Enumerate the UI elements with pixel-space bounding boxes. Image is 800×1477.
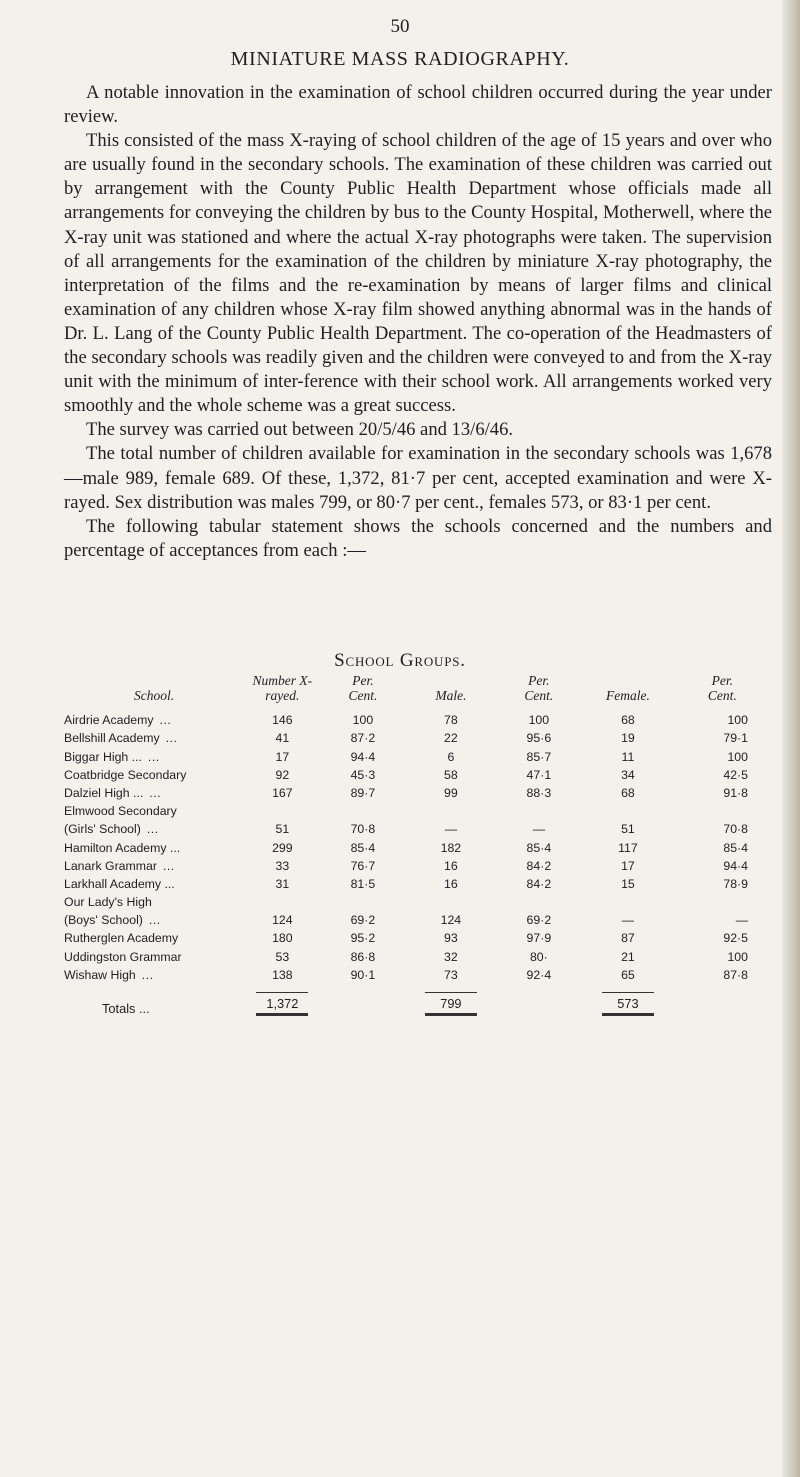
cell-female: — — [621, 913, 635, 928]
cell-pc2: 84·2 — [526, 876, 552, 891]
cell-pc3: 79·1 — [723, 731, 748, 746]
school-name: Bellshill Academy — [64, 731, 160, 746]
leader-dots: ... — [147, 749, 160, 764]
school-name-cell — [64, 745, 244, 763]
school-name: Lanark Grammar — [64, 858, 157, 873]
cell-male: 93 — [444, 931, 458, 946]
table-row — [64, 945, 770, 963]
cell-male: 22 — [444, 731, 458, 746]
table-row — [64, 927, 770, 945]
totals-empty-3 — [675, 982, 770, 1016]
cell-female: 34 — [621, 767, 635, 782]
cell-pc2: 80· — [529, 949, 548, 964]
leader-dots: ... — [148, 913, 161, 928]
school-name: Wishaw High — [64, 967, 136, 982]
cell-female: 11 — [621, 749, 635, 764]
totals-empty-1 — [321, 982, 406, 1016]
school-name: Coatbridge Secondary — [64, 767, 187, 782]
school-groups-table — [64, 673, 770, 1016]
cell-female: 68 — [621, 785, 635, 800]
school-name-cell — [64, 764, 244, 782]
cell-xrayed — [244, 800, 320, 818]
body-text — [64, 81, 772, 563]
table-row — [64, 782, 770, 800]
cell-pc2: 100 — [528, 713, 550, 728]
cell-pc3: — — [735, 913, 748, 928]
cell-pc3: 85·4 — [723, 840, 748, 855]
cell-pc1: 87·2 — [350, 731, 376, 746]
cell-female: 15 — [621, 876, 635, 891]
cell-pc2 — [496, 891, 581, 909]
header-school: School. — [134, 688, 175, 703]
leader-dots: ... — [149, 785, 162, 800]
totals-xrayed-underline — [256, 1013, 308, 1016]
school-name: Uddingston Grammar — [64, 949, 182, 964]
header-per-cent-male-text: Per. Cent. — [524, 673, 554, 703]
cell-pc1: 81·5 — [350, 876, 376, 891]
cell-male: 99 — [444, 785, 458, 800]
cell-pc2: 84·2 — [526, 858, 552, 873]
school-name: (Boys' School) — [64, 913, 143, 928]
cell-male: 124 — [440, 913, 462, 928]
school-name-cell — [64, 873, 244, 891]
cell-pc3: 100 — [727, 713, 748, 728]
totals-male — [405, 982, 496, 1016]
school-name-cell — [64, 818, 244, 836]
table-row — [64, 873, 770, 891]
cell-xrayed: 299 — [272, 840, 293, 855]
table-row — [64, 764, 770, 782]
totals-row — [64, 982, 770, 1016]
header-male: Male. — [435, 688, 467, 703]
school-name-cell — [64, 727, 244, 745]
cell-pc3: 100 — [727, 949, 748, 964]
cell-pc3: 42·5 — [723, 767, 748, 782]
cell-pc2: 85·7 — [526, 749, 552, 764]
school-name: Elmwood Secondary — [64, 804, 177, 819]
cell-xrayed: 92 — [275, 767, 290, 782]
totals-male-underline — [425, 1013, 477, 1016]
cell-pc3: 78·9 — [723, 876, 748, 891]
cell-pc3: 70·8 — [723, 822, 748, 837]
school-name: Rutherglen Academy — [64, 931, 179, 946]
cell-pc3: 92·5 — [723, 931, 748, 946]
cell-pc2: 88·3 — [526, 785, 552, 800]
header-number-xrayed — [244, 673, 320, 709]
cell-xrayed — [244, 891, 320, 909]
leader-dots: ... — [141, 967, 154, 982]
header-per-cent-total — [321, 673, 406, 709]
cell-male — [405, 891, 496, 909]
cell-male: 16 — [444, 876, 458, 891]
page-number: 50 — [390, 16, 410, 37]
cell-pc2: 47·1 — [526, 767, 552, 782]
totals-empty-2 — [496, 982, 581, 1016]
school-name: Our Lady's High — [64, 895, 152, 910]
table-row — [64, 818, 770, 836]
cell-pc3: 87·8 — [723, 967, 748, 982]
school-name-cell — [64, 964, 244, 982]
school-name: Airdrie Academy — [64, 713, 154, 728]
cell-pc2 — [496, 800, 581, 818]
cell-female: 21 — [621, 949, 635, 964]
cell-pc1: 94·4 — [350, 749, 376, 764]
cell-xrayed: 53 — [275, 949, 290, 964]
cell-pc3: 100 — [727, 749, 748, 764]
school-name-cell — [64, 945, 244, 963]
cell-xrayed: 167 — [272, 785, 293, 800]
totals-label: Totals ... — [102, 1000, 150, 1016]
table-heading: School Groups. — [334, 650, 466, 671]
header-female: Female. — [605, 688, 650, 703]
cell-pc2: 92·4 — [526, 967, 552, 982]
totals-female-underline — [602, 1013, 654, 1016]
school-name-cell — [64, 927, 244, 945]
cell-pc1: 95·2 — [350, 931, 376, 946]
school-name-cell — [64, 891, 244, 909]
school-name-cell — [64, 782, 244, 800]
header-per-cent-male — [496, 673, 581, 709]
paragraph-1: A notable innovation in the examination of school children occurred during the year under review. — [64, 82, 772, 128]
cell-female — [581, 891, 674, 909]
header-number-xrayed-text: Number X-rayed. — [252, 673, 313, 703]
cell-pc1: 85·4 — [350, 840, 376, 855]
paragraph-5: The following tabular statement shows the schools concerned and the numbers and percentage of acceptances from each :— — [64, 515, 772, 561]
totals-male-value: 799 — [425, 992, 477, 1011]
cell-male: 78 — [444, 713, 458, 728]
cell-male: 32 — [444, 949, 458, 964]
cell-female: 65 — [621, 967, 635, 982]
cell-male: 6 — [447, 749, 455, 764]
table-row — [64, 855, 770, 873]
totals-female-value: 573 — [602, 992, 654, 1011]
cell-pc1: 86·8 — [350, 949, 376, 964]
header-per-cent-total-text: Per. Cent. — [348, 673, 378, 703]
cell-female: 51 — [621, 822, 635, 837]
table-row — [64, 727, 770, 745]
cell-pc1 — [321, 800, 406, 818]
cell-xrayed: 33 — [275, 858, 290, 873]
school-name-cell — [64, 855, 244, 873]
totals-xrayed-value: 1,372 — [256, 992, 308, 1011]
cell-pc1: 90·1 — [350, 967, 376, 982]
leader-dots: ... — [159, 713, 172, 728]
cell-pc1: 70·8 — [350, 822, 376, 837]
cell-female: 17 — [621, 858, 635, 873]
table-row — [64, 745, 770, 763]
cell-male: 16 — [444, 858, 458, 873]
cell-female: 68 — [621, 713, 635, 728]
cell-xrayed: 51 — [275, 822, 290, 837]
cell-pc1: 100 — [352, 713, 374, 728]
cell-female: 117 — [618, 840, 638, 855]
school-name-cell — [64, 909, 244, 927]
cell-pc3: 91·8 — [723, 785, 748, 800]
paragraph-3: The survey was carried out between 20/5/46 and 13/6/46. — [86, 419, 514, 441]
cell-male: 58 — [444, 767, 458, 782]
cell-pc3 — [675, 800, 770, 818]
totals-xrayed — [244, 982, 320, 1016]
cell-male: — — [444, 822, 458, 837]
cell-xrayed: 41 — [275, 731, 290, 746]
table-row — [64, 800, 770, 818]
header-per-cent-female — [675, 673, 770, 709]
cell-male: 73 — [444, 967, 458, 982]
table-header-row — [64, 673, 770, 709]
table-row — [64, 891, 770, 909]
table-row — [64, 709, 770, 727]
school-name-cell — [64, 709, 244, 727]
cell-xrayed: 180 — [272, 931, 293, 946]
leader-dots: ... — [165, 731, 178, 746]
table-row — [64, 964, 770, 982]
cell-pc2: 97·9 — [526, 931, 552, 946]
school-name: Hamilton Academy ... — [64, 840, 181, 855]
table-body — [64, 709, 770, 982]
page-edge-shadow — [782, 0, 800, 1477]
cell-pc3: 94·4 — [723, 858, 748, 873]
school-name: Biggar High ... — [64, 749, 142, 764]
leader-dots: ... — [146, 822, 159, 837]
cell-female — [581, 800, 674, 818]
cell-pc1: 76·7 — [350, 858, 376, 873]
paragraph-4: The total number of children available for examination in the secondary schools was 1,678—male 989, female 689. Of these, 1,372, 81·7 per cent, accepted examination and were X-rayed. Sex distribution was males 799, or 80·7 per cent., females 573, or 83·1 per cent. — [64, 443, 772, 513]
table-row — [64, 909, 770, 927]
cell-xrayed: 17 — [275, 749, 290, 764]
header-per-cent-female-text: Per. Cent. — [707, 673, 737, 703]
school-name: Larkhall Academy ... — [64, 876, 175, 891]
cell-xrayed: 138 — [272, 967, 293, 982]
leader-dots: ... — [162, 858, 175, 873]
school-name-cell — [64, 800, 244, 818]
cell-pc2: 95·6 — [526, 731, 552, 746]
page-title: MINIATURE MASS RADIOGRAPHY. — [230, 48, 570, 70]
cell-xrayed: 146 — [272, 713, 293, 728]
cell-pc1: 69·2 — [350, 913, 376, 928]
cell-pc2: — — [532, 822, 546, 837]
cell-pc1: 45·3 — [350, 767, 376, 782]
cell-xrayed: 31 — [275, 876, 290, 891]
cell-pc1: 89·7 — [350, 785, 376, 800]
cell-female: 87 — [621, 931, 635, 946]
school-name: Dalziel High ... — [64, 785, 144, 800]
paragraph-2: This consisted of the mass X-raying of school children of the age of 15 years and over who are usually found in the secondary schools. The examination of these children was carried out by arrangement with the County Public Health Department whose officials made all arrangements for conveying the children by bus to the County Hospital, Motherwell, where the X-ray unit was stationed and where the actual X-ray photographs were taken. The supervision of all arrangements for the examination of the children by miniature X-ray photography, the interpretation of the films and the re-examination by means of larger films and clinical examination of any children whose X-ray film showed anything abnormal was in the hands of Dr. L. Lang of the County Public Health Department. The co-operation of the Headmasters of the secondary schools was readily given and the children were conveyed to and from the X-ray unit with the minimum of inter-ference with their school work. All arrangements worked very smoothly and the whole scheme was a great success. — [64, 130, 772, 417]
totals-female — [581, 982, 674, 1016]
cell-xrayed: 124 — [272, 913, 293, 928]
table-row — [64, 836, 770, 854]
school-name: (Girls' School) — [64, 822, 141, 837]
cell-pc1 — [321, 891, 406, 909]
cell-pc3 — [675, 891, 770, 909]
cell-female: 19 — [621, 731, 635, 746]
cell-pc2: 69·2 — [526, 913, 552, 928]
cell-male: 182 — [440, 840, 462, 855]
cell-pc2: 85·4 — [526, 840, 552, 855]
cell-male — [405, 800, 496, 818]
school-name-cell — [64, 836, 244, 854]
